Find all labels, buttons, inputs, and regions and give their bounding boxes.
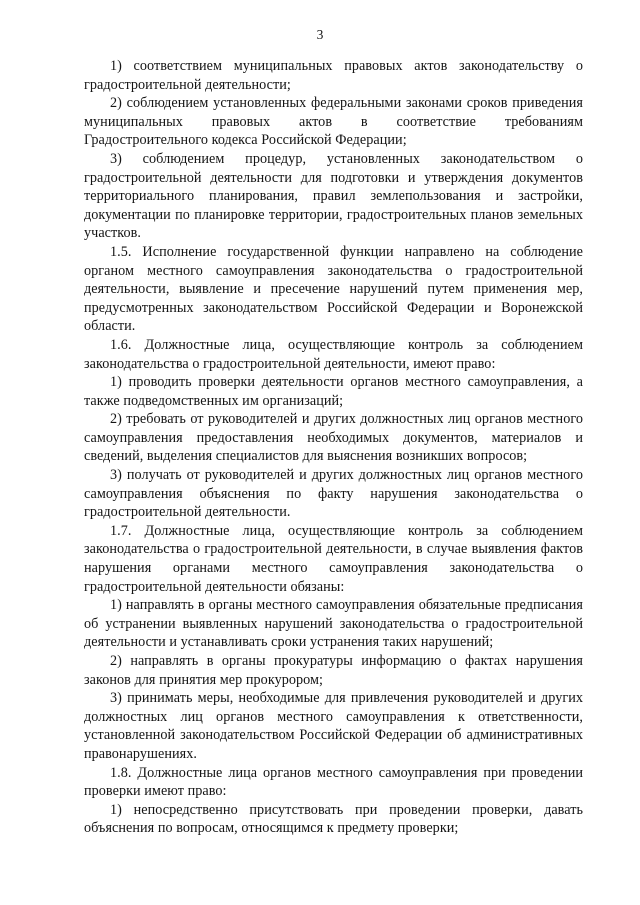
paragraph-1-6-item-3: 3) получать от руководителей и других должностных лиц органов местного самоуправления объяснения по факту нарушения законодательства о градостроительной деятельности. <box>84 467 583 521</box>
paragraph-1-8-item-1: 1) непосредственно присутствовать при проведении проверки, давать объяснения по вопросам, относящимся к предмету проверки; <box>84 801 583 837</box>
paragraph-section-1-7: 1.7. Должностные лица, осуществляющие контроль за соблюдением законодательства о градостроительной деятельности, в случае выявления фактов нарушения органами местного самоуправления законодательства о градостроительной деятельности обязаны: <box>84 522 583 595</box>
paragraph-section-1-5: 1.5. Исполнение государственной функции направлено на соблюдение органом местного самоуправления законодательства о градостроительной деятельности, выявление и пресечение нарушений путем применения мер, предусмотренных законодательством Российской Федерации и Воронежской области. <box>84 243 583 335</box>
paragraph-item-3-compliance-procedures: 3) соблюдением процедур, установленных законодательством о градостроительной деятельности для подготовки и утверждения документов территориального планирования, правил землепользования и застройки, документации по планировке территории, градостроительных планов земельных участков. <box>84 150 583 242</box>
paragraph-1-7-item-1: 1) направлять в органы местного самоуправления обязательные предписания об устранении выявленных нарушений законодательства о градостроительной деятельности и устанавливать сроки устранения таких нарушений; <box>84 597 583 651</box>
paragraph-section-1-6: 1.6. Должностные лица, осуществляющие контроль за соблюдением законодательства о градостроительной деятельности, имеют право: <box>84 336 583 372</box>
paragraph-1-6-item-2: 2) требовать от руководителей и других должностных лиц органов местного самоуправления предоставления необходимых документов, материалов и сведений, выделения специалистов для выяснения возникших вопросов; <box>84 411 583 465</box>
paragraph-section-1-8: 1.8. Должностные лица органов местного самоуправления при проведении проверки имеют право: <box>84 764 583 800</box>
paragraph-1-7-item-2: 2) направлять в органы прокуратуры информацию о фактах нарушения законов для принятия мер прокурором; <box>84 653 583 688</box>
document-body <box>84 57 583 838</box>
paragraph-item-2-compliance-deadlines: 2) соблюдением установленных федеральными законами сроков приведения муниципальных правовых актов в соответствие требованиям Градостроительного кодекса Российской Федерации; <box>84 95 583 149</box>
paragraph-1-7-item-3: 3) принимать меры, необходимые для привлечения руководителей и других должностных лиц органов местного самоуправления к ответственности, установленной законодательством Российской Федерации об административных правонарушениях. <box>84 690 583 762</box>
paragraph-1-6-item-1: 1) проводить проверки деятельности органов местного самоуправления, а также подведомственных им организаций; <box>84 374 583 409</box>
paragraph-item-1-compliance-legal-acts: 1) соответствием муниципальных правовых актов законодательству о градостроительной деятельности; <box>84 58 583 93</box>
page-number: 3 <box>316 27 324 42</box>
